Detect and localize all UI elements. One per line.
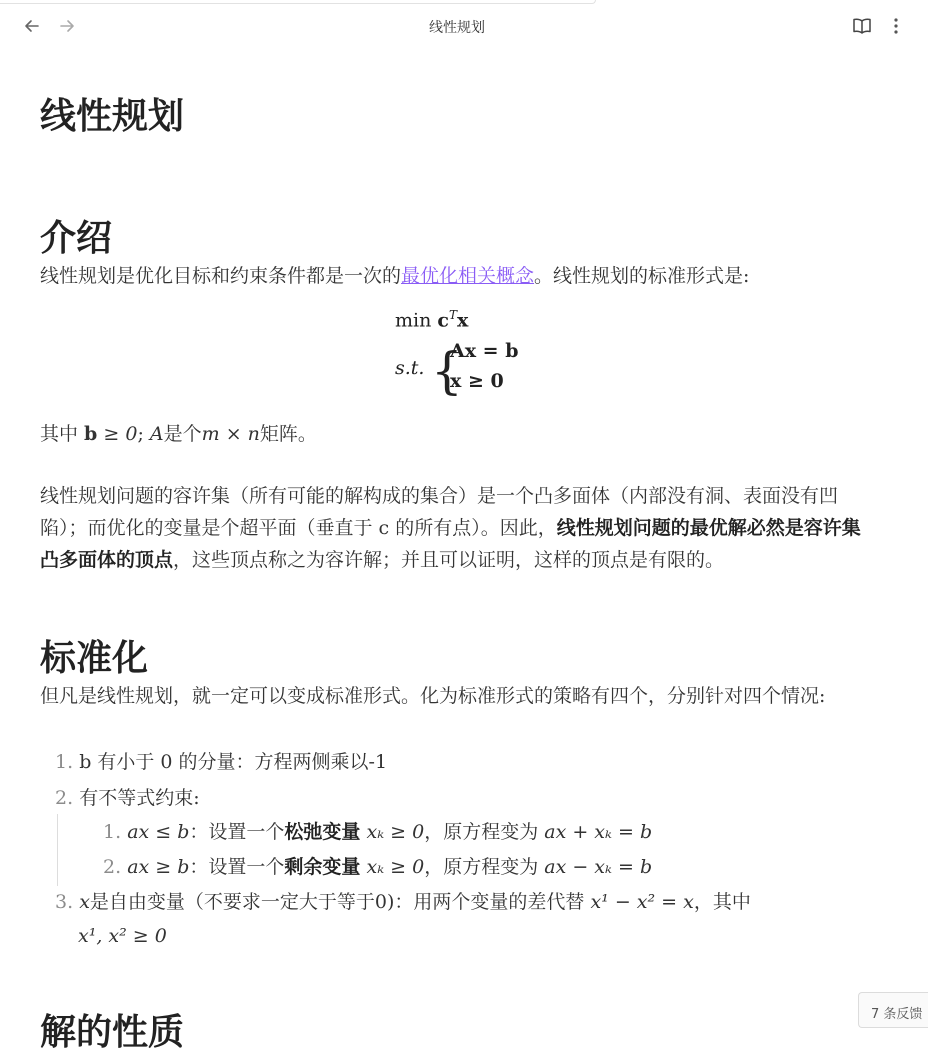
list-item xyxy=(55,886,751,918)
list-text: 是自由变量（不要求一定大于等于0)：用两个变量的差代替 xyxy=(89,891,591,913)
formula-transpose: T xyxy=(448,308,457,322)
text: 线性规划问题的容许集（所有可能的解构成的集合）是一个凸多面体（内部没有洞、表面没有凹陷）；而优化的变量是个超平面（垂直于 c 的所有点）。因此， xyxy=(40,485,839,539)
math-b: b xyxy=(84,423,98,445)
math-m-by-n: m × n xyxy=(201,423,260,445)
list-text: ，其中 xyxy=(693,891,751,913)
math: x xyxy=(79,891,90,913)
list-number: 1. xyxy=(103,821,122,843)
math: ax ≤ b xyxy=(127,821,190,843)
math: xₖ ≥ 0 xyxy=(360,856,425,878)
math: x¹ − x² = x xyxy=(590,891,694,913)
formula-st: s.t. xyxy=(395,357,425,379)
list-item-continuation xyxy=(78,920,167,952)
formula-x: x xyxy=(456,309,469,332)
standard-form-formula xyxy=(395,308,615,400)
book-open-icon[interactable] xyxy=(850,14,874,38)
formula-objective xyxy=(395,308,468,331)
math: xₖ ≥ 0 xyxy=(360,821,425,843)
intro-paragraph-2 xyxy=(40,418,874,450)
text: 是个 xyxy=(163,423,202,445)
math-ge-zero: ≥ 0 xyxy=(97,423,138,445)
list-number: 2. xyxy=(103,856,122,878)
text: ; xyxy=(137,423,150,445)
list-number: 1. xyxy=(55,751,74,773)
intro-paragraph-3 xyxy=(40,480,874,576)
sublist-item xyxy=(103,851,652,883)
list-text: ，原方程变为 xyxy=(424,856,545,878)
feedback-count-badge[interactable]: 7 条反馈 xyxy=(858,992,928,1028)
list-text: 有不等式约束: xyxy=(79,787,200,809)
math-A: A xyxy=(149,423,164,445)
article-title: 线性规划 xyxy=(40,95,185,137)
formula-constraint-1: Ax = b xyxy=(450,340,519,362)
formula-min: min xyxy=(395,309,438,332)
window-title: 线性规划 xyxy=(429,20,485,36)
text: ，这些顶点称之为容许解；并且可以证明，这样的顶点是有限的。 xyxy=(173,549,725,571)
formula-constraint-2: x ≥ 0 xyxy=(450,370,504,392)
math: ax − xₖ = b xyxy=(544,856,653,878)
bold-text: 线性规划问题的最优解必然是容许集凸多面体的顶点 xyxy=(40,517,861,571)
optimization-link[interactable]: 最优化相关概念 xyxy=(401,265,535,287)
list-number: 2. xyxy=(55,787,74,809)
list-number: 3. xyxy=(55,891,74,913)
list-text: ：设置一个 xyxy=(189,821,285,843)
bold-text: 松弛变量 xyxy=(284,821,361,843)
math: ax + xₖ = b xyxy=(544,821,653,843)
list-item xyxy=(55,782,200,814)
heading-intro: 介绍 xyxy=(40,217,113,259)
list-text: b 有小于 0 的分量：方程两侧乘以-1 xyxy=(79,751,388,773)
heading-solution-properties: 解的性质 xyxy=(40,1011,185,1053)
list-text: ，原方程变为 xyxy=(424,821,545,843)
bold-text: 剩余变量 xyxy=(284,856,361,878)
intro-paragraph-1 xyxy=(40,260,874,292)
sublist-guide-line xyxy=(57,814,58,886)
intro-text-before: 线性规划是优化目标和约束条件都是一次的 xyxy=(40,265,402,287)
vertical-dots-icon[interactable] xyxy=(886,14,906,38)
formula-c: c xyxy=(437,309,449,332)
top-toolbar xyxy=(0,0,914,52)
math: x¹, x² ≥ 0 xyxy=(78,925,167,947)
intro-text-after: 。线性规划的标准形式是: xyxy=(534,265,750,287)
standardization-paragraph: 但凡是线性规划，就一定可以变成标准形式。化为标准形式的策略有四个，分别针对四个情况: xyxy=(40,685,826,707)
sublist-item xyxy=(103,816,652,848)
list-item xyxy=(55,746,387,778)
text: 其中 xyxy=(40,423,85,445)
list-text: ：设置一个 xyxy=(189,856,285,878)
toolbar-edge xyxy=(0,0,596,4)
heading-standardization: 标准化 xyxy=(40,637,149,679)
text: 矩阵。 xyxy=(259,423,317,445)
math: ax ≥ b xyxy=(127,856,190,878)
formula-brace: { xyxy=(431,342,463,400)
